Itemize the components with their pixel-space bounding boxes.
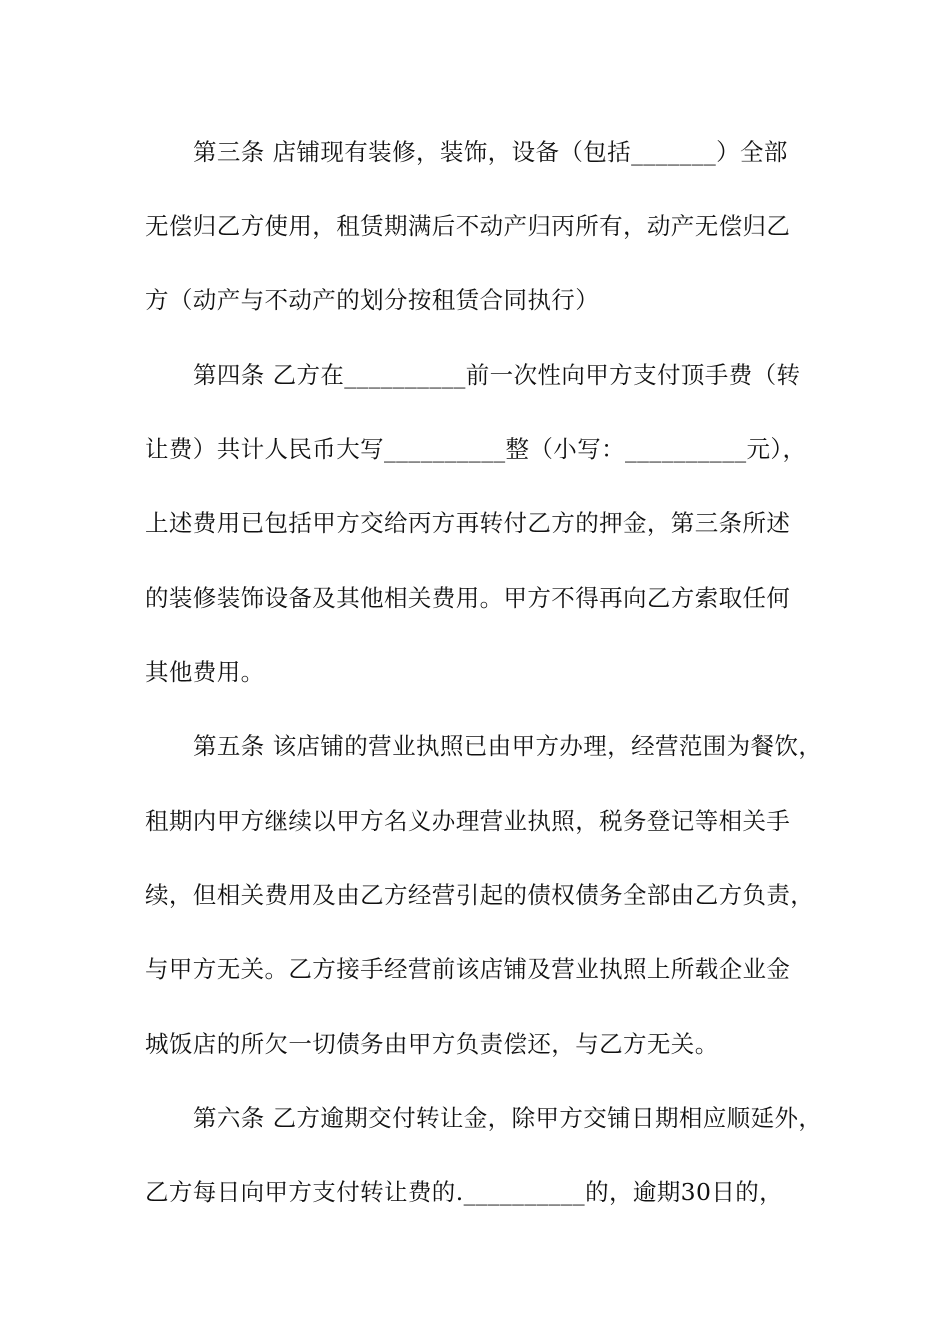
article-4-line-4: 的装修装饰设备及其他相关费用。甲方不得再向乙方索取任何 (145, 584, 791, 612)
article-4-line-2: 让费）共计人民币大写__________整（小写：__________元）， (145, 435, 807, 463)
article-4-line-5: 其他费用。 (145, 658, 265, 686)
article-6-line-1: 第六条 乙方逾期交付转让金，除甲方交铺日期相应顺延外， (193, 1104, 823, 1132)
article-5-line-1: 第五条 该店铺的营业执照已由甲方办理，经营范围为餐饮， (193, 732, 823, 760)
article-5-line-5: 城饭店的所欠一切债务由甲方负责偿还，与乙方无关。 (145, 1030, 719, 1058)
article-4-line-3: 上述费用已包括甲方交给丙方再转付乙方的押金，第三条所述 (145, 509, 791, 537)
article-5-line-4: 与甲方无关。乙方接手经营前该店铺及营业执照上所载企业金 (145, 955, 791, 983)
article-3-line-2: 无偿归乙方使用，租赁期满后不动产归丙所有，动产无偿归乙 (145, 212, 791, 240)
article-3-line-3: 方（动产与不动产的划分按租赁合同执行） (145, 286, 600, 314)
article-5-line-2: 租期内甲方继续以甲方名义办理营业执照，税务登记等相关手 (145, 807, 791, 835)
article-4-line-1: 第四条 乙方在__________前一次性向甲方支付顶手费（转 (193, 361, 801, 389)
article-5-line-3: 续，但相关费用及由乙方经营引起的债权债务全部由乙方负责， (145, 881, 815, 909)
article-3-line-1: 第三条 店铺现有装修，装饰，设备（包括_______）全部 (193, 138, 788, 166)
article-6-line-2: 乙方每日向甲方支付转让费的.__________的，逾期30日的， (145, 1178, 784, 1206)
